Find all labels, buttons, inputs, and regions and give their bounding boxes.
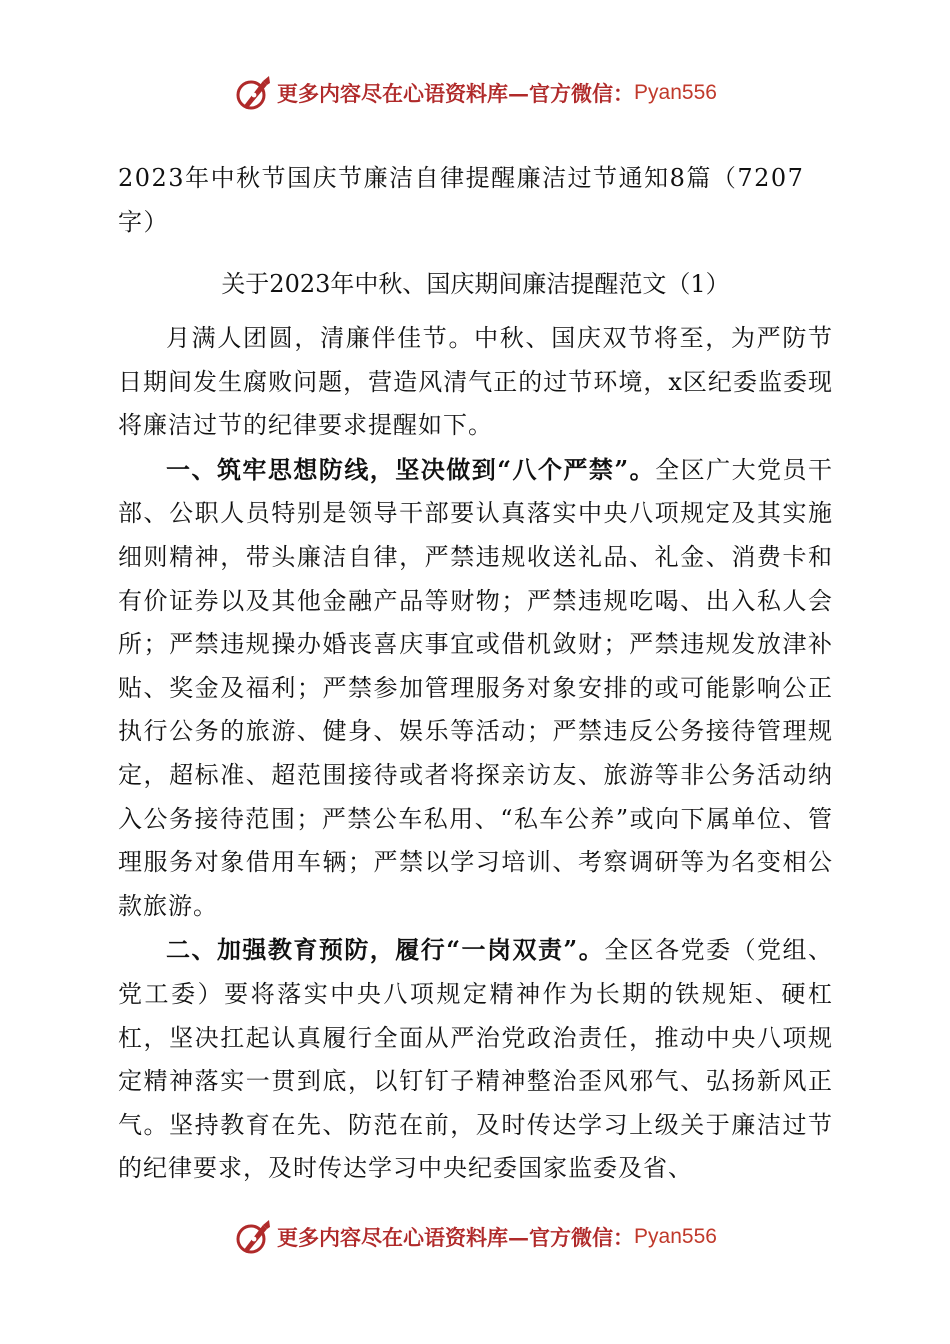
- paragraph-text: 全区各党委（党组、党工委）要将落实中央八项规定精神作为长期的铁规矩、硬杠杠，坚决扛起认真履行全面从严治党政治责任，推动中央八项规定精神落实一贯到底，以钉钉子精神整治歪风邪气、弘扬新风正气。坚持教育在先、防范在前，及时传达学习上级关于廉洁过节的纪律要求，及时传达学习中央纪委国家监委及省、: [118, 936, 833, 1183]
- paragraph-section-one: [118, 448, 833, 929]
- paragraph-section-two: [118, 928, 833, 1191]
- paragraph-lead: 二、加强教育预防，履行“一岗双责”。: [166, 935, 605, 965]
- header-banner: [0, 70, 950, 116]
- pen-nib-circle-icon: [233, 73, 273, 113]
- footer-banner: [0, 1214, 950, 1260]
- document-body: [118, 316, 833, 1191]
- pen-nib-circle-icon: [233, 1217, 273, 1257]
- banner-text: 更多内容尽在心语资料库—官方微信：: [277, 81, 635, 106]
- banner-text: 更多内容尽在心语资料库—官方微信：: [277, 1225, 635, 1250]
- paragraph-text: 全区广大党员干部、公职人员特别是领导干部要认真落实中央八项规定及其实施细则精神，带头廉洁自律，严禁违规收送礼品、礼金、消费卡和有价证券以及其他金融产品等财物；严禁违规吃喝、出入私人会所；严禁违规操办婚丧喜庆事宜或借机敛财；严禁违规发放津补贴、奖金及福利；严禁参加管理服务对象安排的或可能影响公正执行公务的旅游、健身、娱乐等活动；严禁违反公务接待管理规定，超标准、超范围接待或者将探亲访友、旅游等非公务活动纳入公务接待范围；严禁公车私用、“私车公养”或向下属单位、管理服务对象借用车辆；严禁以学习培训、考察调研等为名变相公款旅游。: [118, 455, 833, 920]
- banner-wechat-id: Pyan556: [634, 81, 717, 104]
- paragraph-intro: [118, 316, 833, 448]
- document-title: 2023年中秋节国庆节廉洁自律提醒廉洁过节通知8篇（7207字）: [118, 164, 805, 236]
- section-heading: 关于2023年中秋、国庆期间廉洁提醒范文（1）: [221, 270, 730, 298]
- paragraph-lead: 一、筑牢思想防线，坚决做到“八个严禁”。: [166, 454, 656, 484]
- banner-wechat-id: Pyan556: [634, 1225, 717, 1248]
- paragraph-text: 月满人团圆，清廉伴佳节。中秋、国庆双节将至，为严防节日期间发生腐败问题，营造风清气正的过节环境，x区纪委监委现将廉洁过节的纪律要求提醒如下。: [118, 324, 833, 440]
